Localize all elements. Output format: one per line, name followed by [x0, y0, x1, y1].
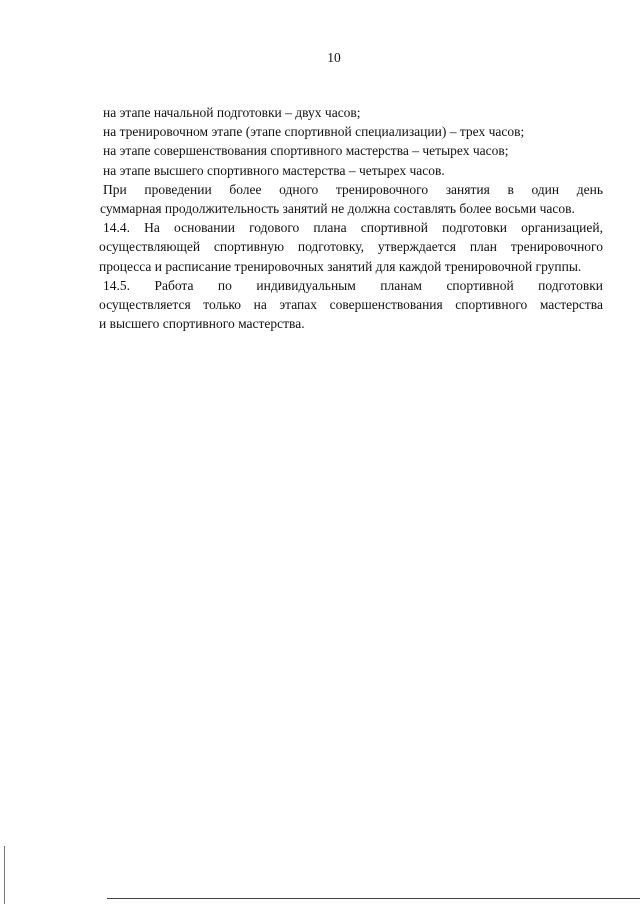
paragraph-line: При проведении более одного тренировочного занятия в один день: [103, 181, 603, 197]
document-body: [99, 103, 603, 333]
paragraph-14-5: [99, 276, 603, 334]
list-item: на этапе начальной подготовки – двух часов;: [103, 105, 361, 120]
paragraph-line: суммарная продолжительность занятий не должна составлять более восьми часов.: [100, 201, 575, 217]
paragraph-14-4: [99, 218, 603, 276]
paragraph-line: 14.4. На основании годового плана спортивной подготовки организацией,: [103, 220, 603, 236]
scan-bottom-edge: [107, 898, 640, 899]
list-item: на этапе совершенствования спортивного мастерства – четырех часов;: [103, 143, 509, 159]
paragraph-session-duration: [100, 180, 603, 218]
list-item: на этапе высшего спортивного мастерства – четырех часов.: [103, 162, 445, 178]
page-number: 10: [327, 50, 341, 65]
paragraph-line: осуществляющей спортивную подготовку, утверждается план тренировочного: [99, 239, 603, 255]
paragraph-line: осуществляется только на этапах совершенствования спортивного мастерства: [99, 297, 603, 313]
paragraph-line: и высшего спортивного мастерства.: [99, 316, 305, 332]
scan-left-edge: [4, 846, 5, 904]
list-item: на тренировочном этапе (этапе спортивной специализации) – трех часов;: [103, 124, 525, 140]
paragraph-line: 14.5. Работа по индивидуальным планам спортивной подготовки: [103, 277, 603, 293]
paragraph-line: процесса и расписание тренировочных занятий для каждой тренировочной группы.: [99, 258, 582, 274]
